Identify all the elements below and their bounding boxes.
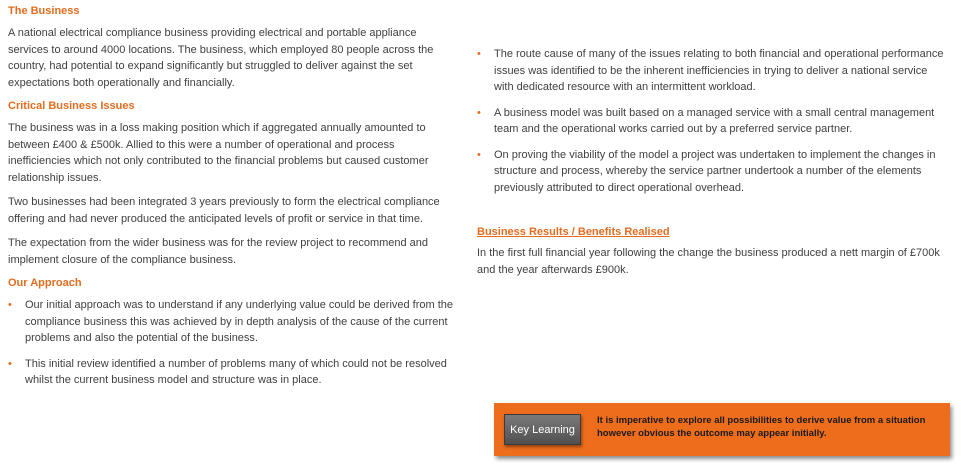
approach-heading: Our Approach xyxy=(8,277,82,289)
bullet-icon: • xyxy=(477,148,481,161)
business-text: A national electrical compliance business providing electrical and portable appliance services to around 4000 locations. The business, which employed 80 people across the country, had potential to expand significantly but struggled to deliver against the set expectations both operationally and financially. xyxy=(8,27,434,89)
issues-paragraph: Two businesses had been integrated 3 years previously to form the electrical compliance offering and had never produced the anticipated levels of profit or service in that time. xyxy=(8,196,440,225)
business-heading: The Business xyxy=(8,5,80,17)
left-column xyxy=(8,4,458,398)
bullet-text: On proving the viability of the model a project was undertaken to implement the changes in structure and process, whereby the service partner undertook a number of the elements previously attributed to direct operational overhead. xyxy=(494,148,936,194)
issues-paragraph: The expectation from the wider business was for the review project to recommend and implement closure of the compliance business. xyxy=(8,237,429,266)
bullet-icon: • xyxy=(8,299,12,311)
results-heading: Business Results / Benefits Realised xyxy=(477,226,670,238)
bullet-icon: • xyxy=(8,357,12,370)
right-column xyxy=(477,46,947,286)
list-item xyxy=(8,297,458,347)
key-learning-button[interactable]: Key Learning xyxy=(504,414,581,445)
list-item xyxy=(8,356,458,389)
solution-list xyxy=(477,46,947,196)
approach-list xyxy=(8,297,458,389)
bullet-text: The route cause of many of the issues relating to both financial and operational performance issues was identified to be the inherent inefficiencies in trying to deliver a national service with dedicated resource with an intermittent workload. xyxy=(494,48,944,93)
bullet-text: Our initial approach was to understand if any underlying value could be derived from the compliance business this was achieved by in depth analysis of the cause of the current problems and also the potential of the business. xyxy=(25,299,454,344)
bullet-icon: • xyxy=(477,106,481,119)
bullet-text: A business model was built based on a managed service with a small central management team and the operational works carried out by a preferred service partner. xyxy=(494,106,935,135)
list-item xyxy=(477,46,947,96)
issues-heading: Critical Business Issues xyxy=(8,100,135,112)
key-learning-text: It is imperative to explore all possibilities to derive value from a situation however obvious the outcome may appear initially. xyxy=(597,415,926,439)
bullet-icon: • xyxy=(477,48,481,60)
key-learning-box xyxy=(494,403,950,456)
issues-paragraph: The business was in a loss making position which if aggregated annually amounted to between £400 & £500k. Allied to this were a number of operational and process inefficiencies which not only contributed to the financial problems but caused customer relationship issues. xyxy=(8,122,429,184)
results-text: In the first full financial year following the change the business produced a nett margin of £700k and the year afterwards £900k. xyxy=(477,247,940,276)
list-item xyxy=(477,105,947,138)
list-item xyxy=(477,147,947,197)
bullet-text: This initial review identified a number of problems many of which could not be resolved whilst the current business model and structure was in place. xyxy=(25,357,447,386)
